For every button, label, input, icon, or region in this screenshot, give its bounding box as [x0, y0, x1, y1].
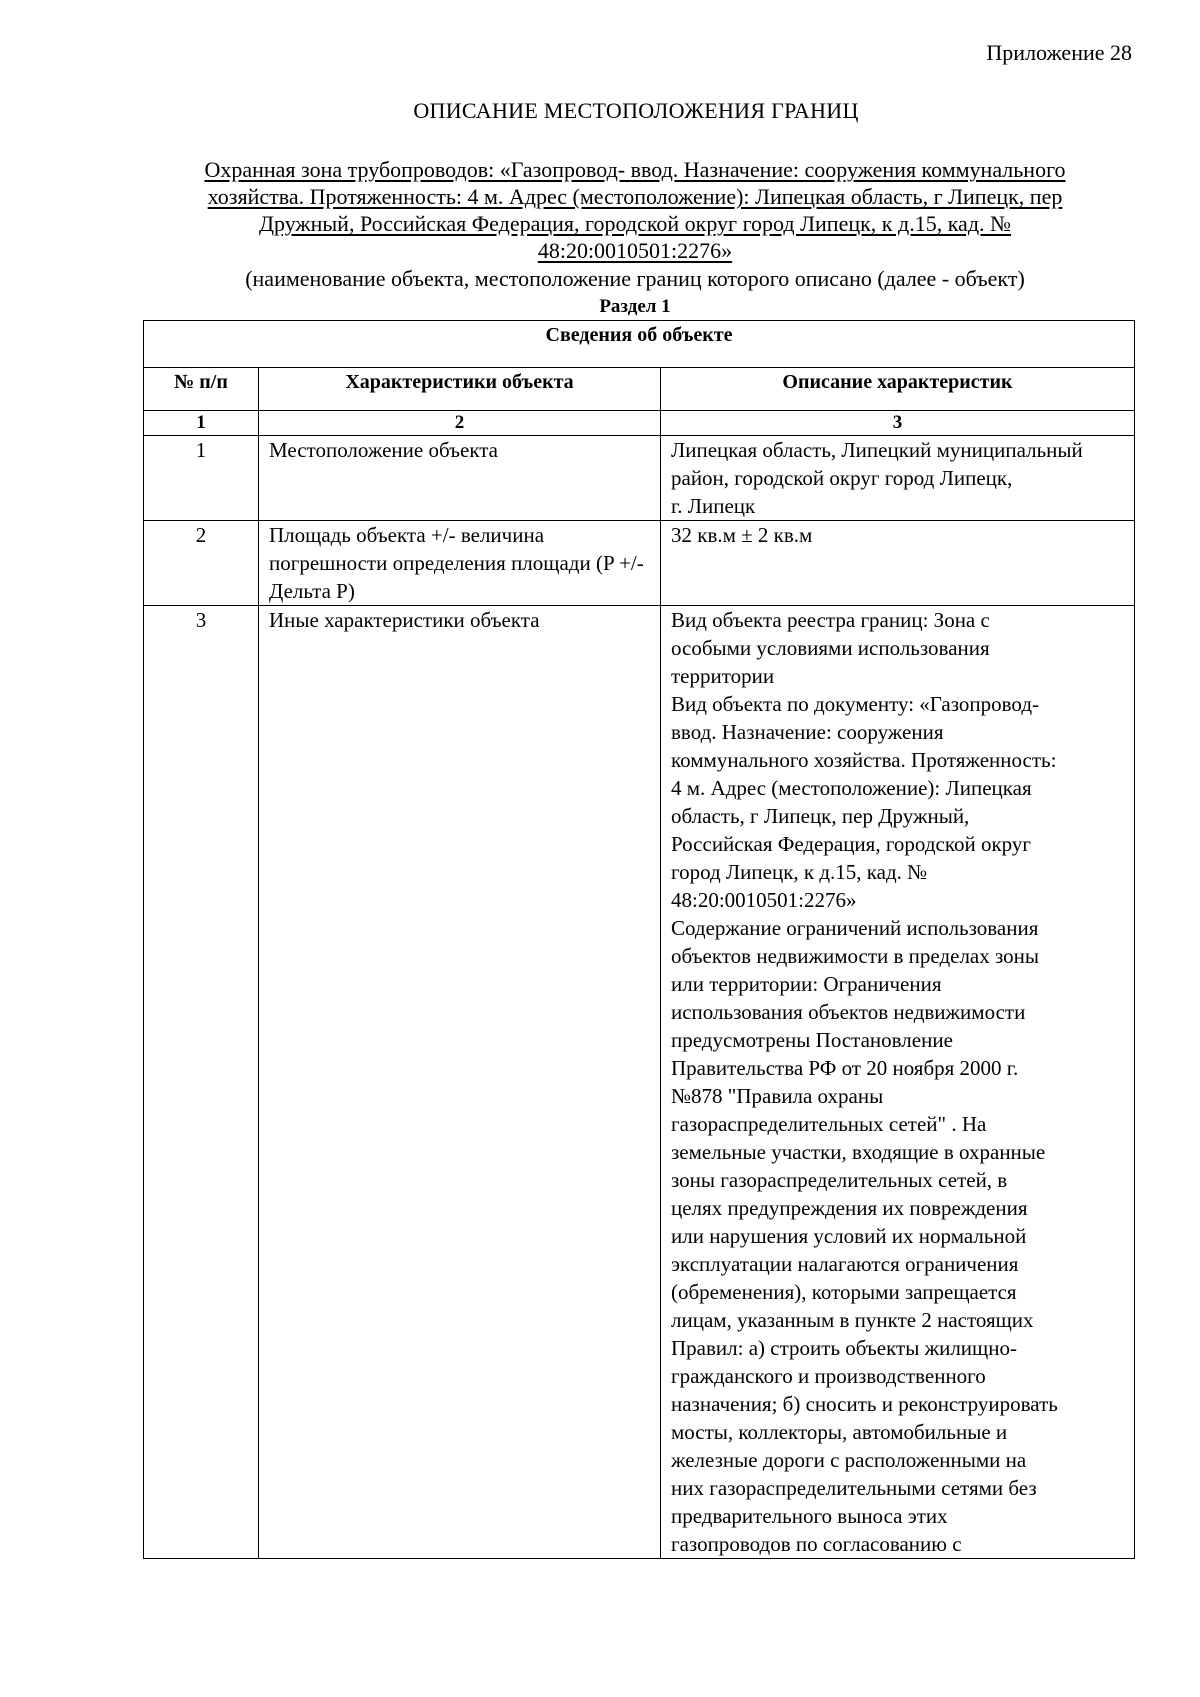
row-number: 1: [144, 436, 259, 521]
object-info-table: [143, 320, 1135, 1559]
row-description: 32 кв.м ± 2 кв.м: [661, 521, 1135, 606]
row-characteristic: Местоположение объекта: [259, 436, 661, 521]
row-characteristic: Иные характеристики объекта: [259, 606, 661, 1559]
object-name-line: хозяйства. Протяженность: 4 м. Адрес (местоположение): Липецкая область, г Липецк, пер: [207, 184, 1063, 209]
column-number: 1: [144, 411, 259, 436]
row-number: 2: [144, 521, 259, 606]
table-row: [144, 606, 1135, 1559]
row-description: Вид объекта реестра границ: Зона с особыми условиями использования территории Вид объекта по документу: «Газопровод- ввод. Назначение: сооружения коммунального хозяйства. Протяженность: 4 м. Адрес (местоположение): Липецкая область, г Липецк, пер Дружный, Российская Федерация, городской округ город Липецк, к д.15, кад. № 48:20:0010501:2276» Содержание ограничений использования объектов недвижимости в пределах зоны или территории: Ограничения использования объектов недвижимости предусмотрены Постановление Правительства РФ от 20 ноября 2000 г. №878 "Правила охраны газораспределительных сетей" . На земельные участки, входящие в охранные зоны газораспределительных сетей, в целях предупреждения их повреждения или нарушения условий их нормальной эксплуатации налагаются ограничения (обременения), которыми запрещается лицам, указанным в пункте 2 настоящих Правил: а) строить объекты жилищно- гражданского и производственного назначения; б) сносить и реконструировать мосты, коллекторы, автомобильные и железные дороги с расположенными на них газораспределительными сетями без предварительного выноса этих газопроводов по согласованию с: [661, 606, 1135, 1559]
object-name-line: Дружный, Российская Федерация, городской округ город Липецк, к д.15, кад. №: [259, 211, 1011, 236]
column-header-characteristic: Характеристики объекта: [259, 368, 661, 411]
row-number: 3: [144, 606, 259, 1559]
row-description: Липецкая область, Липецкий муниципальный район, городской округ город Липецк, г. Липецк: [661, 436, 1135, 521]
appendix-label: Приложение 28: [986, 40, 1132, 65]
table-row: [144, 521, 1135, 606]
table-row: [144, 436, 1135, 521]
table-header-row: [144, 368, 1135, 411]
object-name-line: Охранная зона трубопроводов: «Газопровод- ввод. Назначение: сооружения коммунального: [204, 157, 1066, 182]
object-name-caption: (наименование объекта, местоположение границ которого описано (далее - объект): [245, 266, 1025, 291]
section-label: Раздел 1: [599, 296, 671, 317]
column-header-description: Описание характеристик: [661, 368, 1135, 411]
column-numbers-row: [144, 411, 1135, 436]
column-number: 3: [661, 411, 1135, 436]
object-name-line: 48:20:0010501:2276»: [537, 238, 733, 263]
document-title: ОПИСАНИЕ МЕСТОПОЛОЖЕНИЯ ГРАНИЦ: [413, 98, 859, 123]
table-caption: Сведения об объекте: [144, 321, 1135, 368]
object-name: [145, 156, 1125, 264]
row-characteristic: Площадь объекта +/- величина погрешности определения площади (P +/- Дельта P): [259, 521, 661, 606]
column-number: 2: [259, 411, 661, 436]
column-header-num: № п/п: [144, 368, 259, 411]
table-caption-row: [144, 321, 1135, 368]
